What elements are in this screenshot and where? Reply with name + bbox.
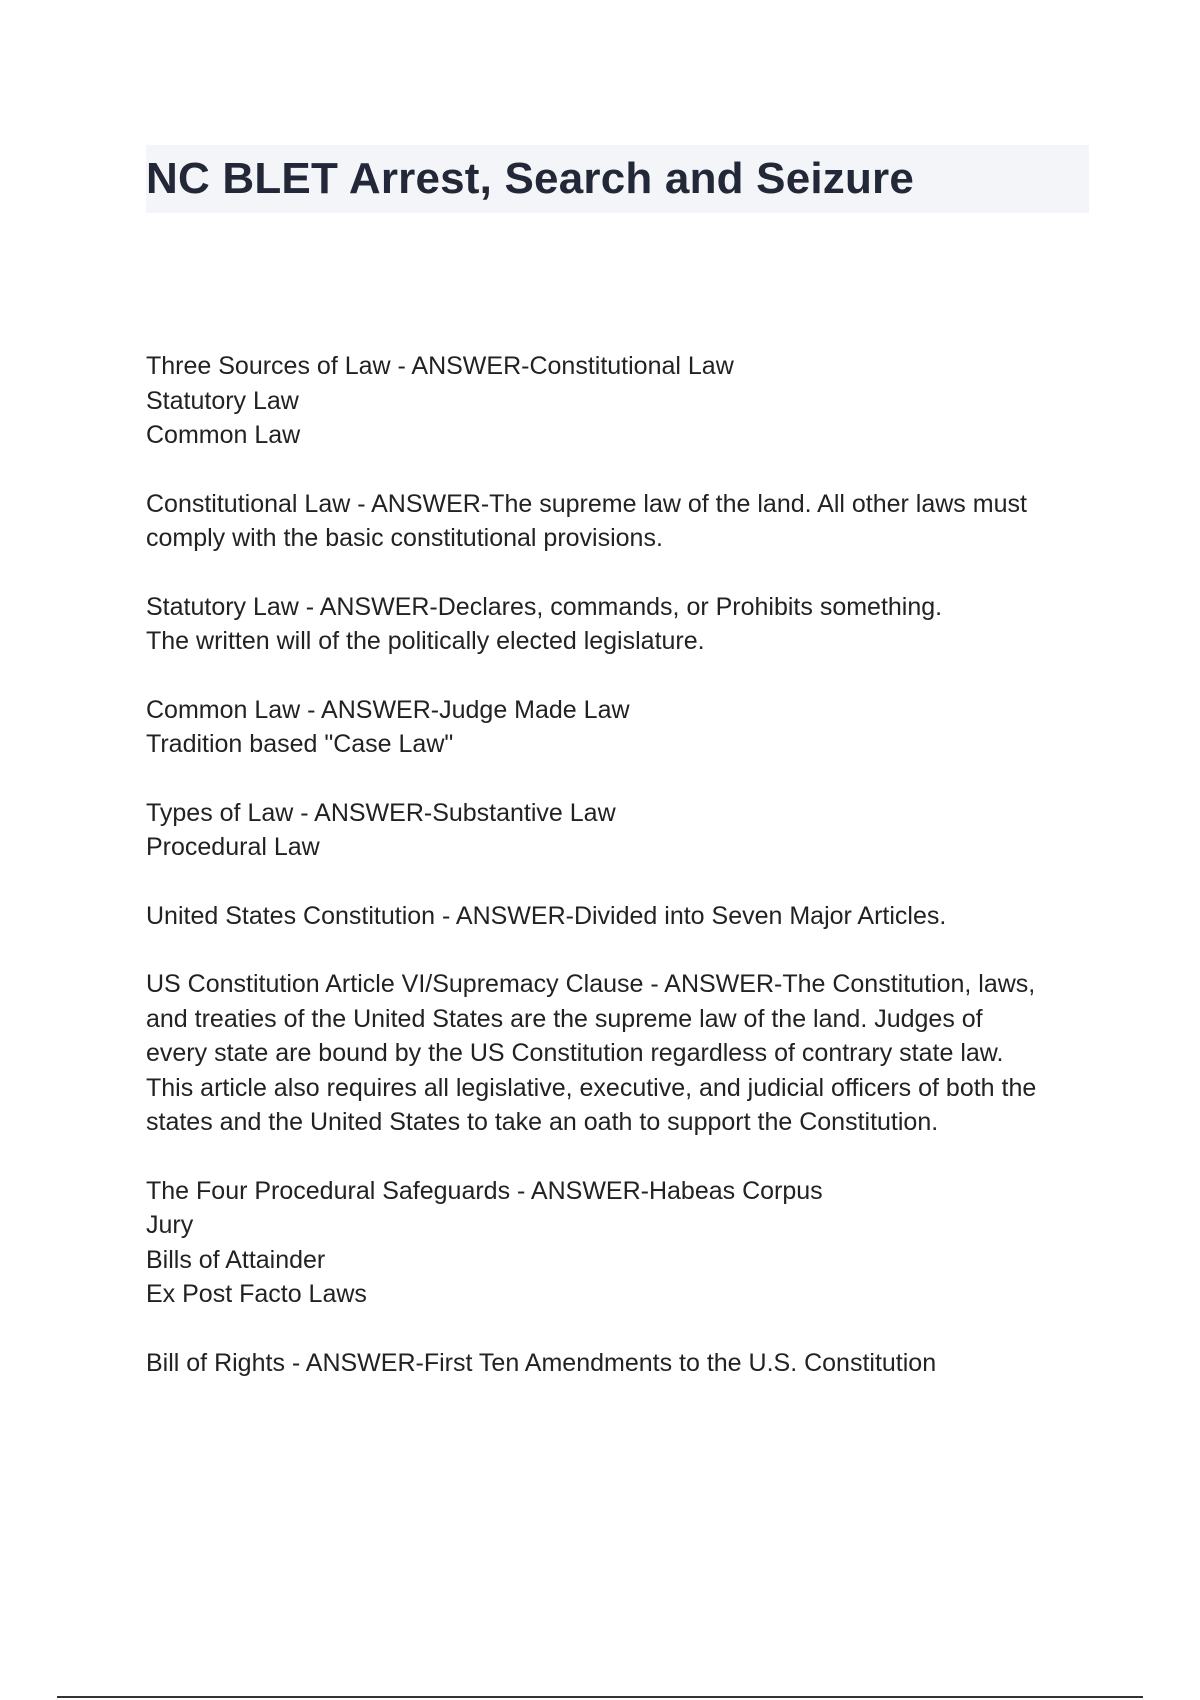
title-banner	[146, 145, 1089, 213]
entry-line: The written will of the politically elected legislature.	[146, 627, 705, 655]
flashcard-entry	[146, 1346, 1096, 1381]
entry-line: Three Sources of Law - ANSWER-Constitutional Law	[146, 352, 734, 380]
entry-line: and treaties of the United States are the supreme law of the land. Judges of	[146, 1004, 983, 1033]
footer-divider	[57, 1696, 1143, 1698]
flashcard-entry	[146, 349, 1096, 453]
entry-line: comply with the basic constitutional provisions.	[146, 524, 663, 552]
flashcard-entry	[146, 693, 1096, 762]
entry-line: This article also requires all legislative, executive, and judicial officers of both the	[146, 1073, 1037, 1102]
entry-line: Bills of Attainder	[146, 1245, 326, 1274]
entry-line: The Four Procedural Safeguards - ANSWER-Habeas Corpus	[146, 1176, 823, 1205]
entry-line: Common Law	[146, 421, 301, 449]
entry-line: Statutory Law	[146, 386, 299, 415]
entry-line: Types of Law - ANSWER-Substantive Law	[146, 798, 616, 827]
entry-line: Bill of Rights - ANSWER-First Ten Amendments to the U.S. Constitution	[146, 1348, 937, 1377]
flashcard-entry	[146, 487, 1096, 556]
entry-line: Common Law - ANSWER-Judge Made Law	[146, 695, 630, 724]
flashcard-list	[146, 349, 1096, 1414]
entry-line: Statutory Law - ANSWER-Declares, commands, or Prohibits something.	[146, 592, 943, 621]
entry-line: Constitutional Law - ANSWER-The supreme law of the land. All other laws must	[146, 489, 1027, 518]
flashcard-entry	[146, 796, 1096, 865]
entry-line: every state are bound by the US Constitution regardless of contrary state law.	[146, 1039, 1004, 1067]
page-title: NC BLET Arrest, Search and Seizure	[146, 154, 915, 203]
flashcard-entry	[146, 590, 1096, 659]
entry-line: Jury	[146, 1211, 194, 1239]
entry-line: states and the United States to take an oath to support the Constitution.	[146, 1108, 939, 1136]
flashcard-entry	[146, 1174, 1096, 1312]
entry-line: US Constitution Article VI/Supremacy Clause - ANSWER-The Constitution, laws,	[146, 970, 1036, 998]
entry-line: United States Constitution - ANSWER-Divided into Seven Major Articles.	[146, 901, 947, 930]
entry-line: Tradition based "Case Law"	[146, 730, 454, 758]
entry-line: Ex Post Facto Laws	[146, 1280, 367, 1308]
entry-line: Procedural Law	[146, 833, 320, 861]
flashcard-entry	[146, 967, 1096, 1140]
flashcard-entry	[146, 899, 1096, 934]
